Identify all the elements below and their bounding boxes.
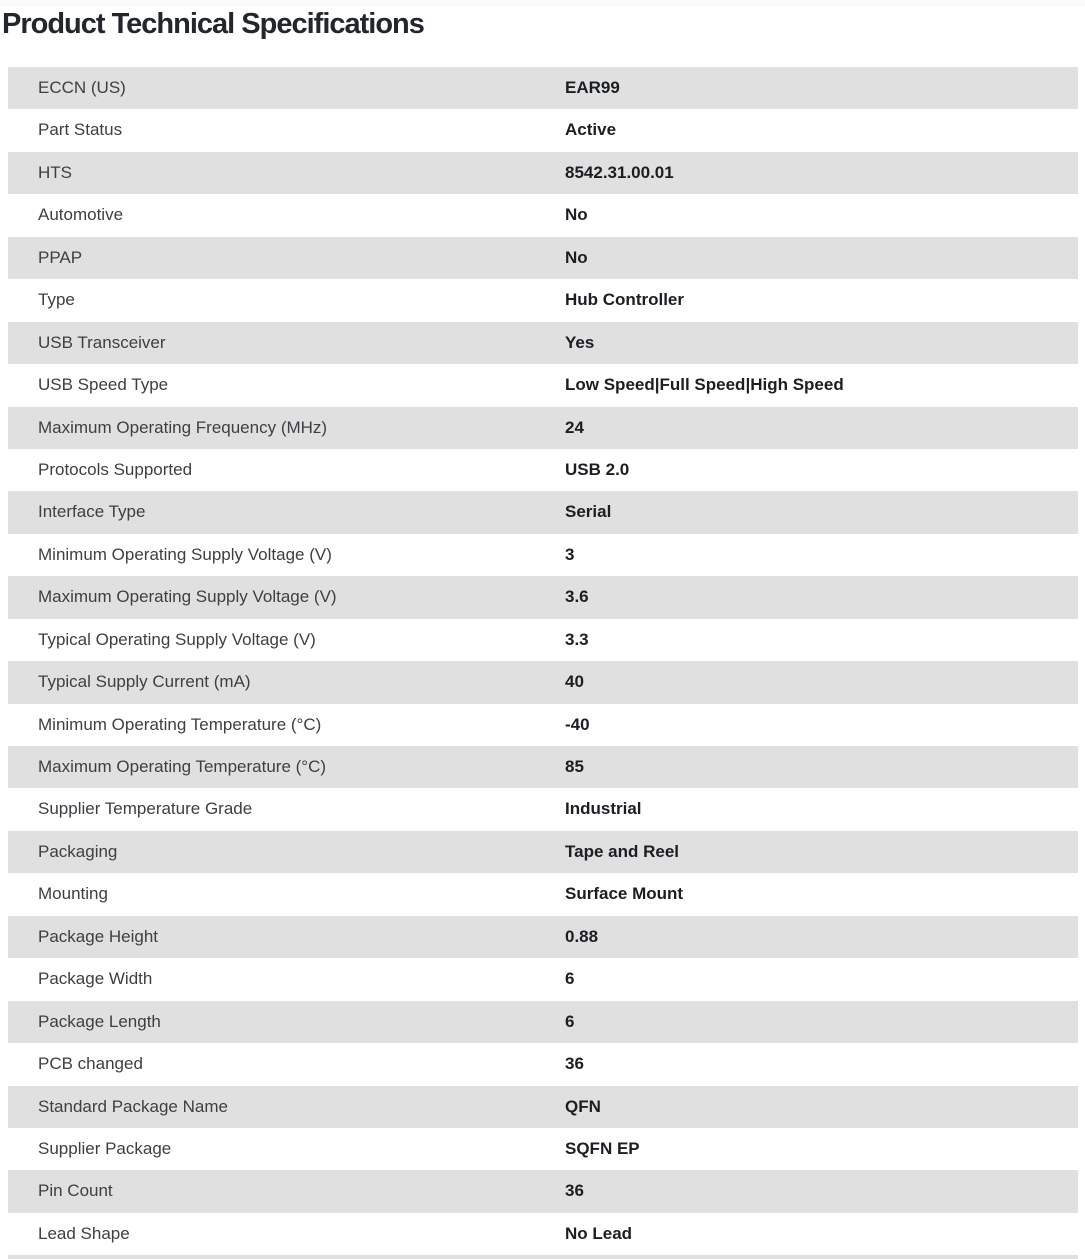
spec-value: No [565,205,588,225]
spec-row [8,788,1078,830]
spec-label: Mounting [38,884,108,904]
spec-label: Packaging [38,841,118,861]
spec-value: Active [565,120,617,140]
spec-row [8,1043,1078,1085]
spec-value: 36 [565,1181,584,1201]
partial-next-row [8,1255,1078,1259]
spec-label: Minimum Operating Supply Voltage (V) [38,544,332,564]
spec-value: No [565,247,588,267]
spec-value: 0.88 [565,926,599,946]
spec-label: Protocols Supported [38,459,193,479]
spec-value: 3.3 [565,629,589,649]
spec-row [8,279,1078,321]
spec-row [8,873,1078,915]
spec-value: Tape and Reel [565,841,679,861]
spec-row [8,831,1078,873]
spec-row [8,407,1078,449]
spec-label: Type [38,290,75,310]
spec-value: EAR99 [565,78,620,98]
spec-row [8,67,1078,109]
spec-table [8,67,1078,1259]
spec-row [8,1170,1078,1212]
spec-label: Automotive [38,205,124,225]
spec-label: ECCN (US) [38,78,126,98]
spec-row [8,109,1078,151]
spec-value: 6 [565,969,575,989]
spec-row [8,916,1078,958]
spec-label: Maximum Operating Supply Voltage (V) [38,587,337,607]
spec-label: Interface Type [38,502,146,522]
spec-row [8,619,1078,661]
spec-row [8,1086,1078,1128]
spec-value: 3.6 [565,587,589,607]
spec-label: Package Width [38,969,153,989]
spec-value: Low Speed|Full Speed|High Speed [565,375,844,395]
spec-label: Typical Supply Current (mA) [38,672,251,692]
spec-value: 85 [565,757,584,777]
spec-label: Maximum Operating Frequency (MHz) [38,417,328,437]
spec-value: 6 [565,1011,575,1031]
spec-label: Maximum Operating Temperature (°C) [38,757,327,777]
spec-row [8,746,1078,788]
spec-value: No Lead [565,1223,633,1243]
spec-label: USB Speed Type [38,375,169,395]
spec-label: Supplier Temperature Grade [38,799,253,819]
spec-label: Minimum Operating Temperature (°C) [38,714,322,734]
spec-label: Standard Package Name [38,1096,228,1116]
spec-label: HTS [38,162,72,182]
spec-label: PCB changed [38,1054,143,1074]
spec-value: 3 [565,544,575,564]
spec-label: Package Height [38,926,159,946]
spec-label: Pin Count [38,1181,113,1201]
spec-value: USB 2.0 [565,459,630,479]
spec-row [8,322,1078,364]
page-title: Product Technical Specifications [2,8,424,40]
spec-value: 24 [565,417,584,437]
spec-value: Industrial [565,799,642,819]
spec-value: 8542.31.00.01 [565,162,674,182]
spec-value: Serial [565,502,612,522]
spec-row [8,1213,1078,1255]
spec-label: Package Length [38,1011,161,1031]
spec-row [8,704,1078,746]
spec-value: SQFN EP [565,1138,640,1158]
spec-label: PPAP [38,247,83,267]
spec-row [8,152,1078,194]
spec-label: Supplier Package [38,1138,172,1158]
spec-row [8,449,1078,491]
spec-row [8,491,1078,533]
spec-row [8,1001,1078,1043]
spec-label: Typical Operating Supply Voltage (V) [38,629,316,649]
spec-row [8,661,1078,703]
spec-row [8,364,1078,406]
spec-row [8,958,1078,1000]
spec-row [8,194,1078,236]
spec-label: Lead Shape [38,1223,130,1243]
spec-value: 36 [565,1054,584,1074]
spec-row [8,534,1078,576]
top-band [0,0,1085,7]
spec-value: Hub Controller [565,290,684,310]
spec-value: Yes [565,332,595,352]
spec-label: USB Transceiver [38,332,166,352]
spec-row [8,1128,1078,1170]
spec-value: -40 [565,714,590,734]
spec-value: 40 [565,672,584,692]
spec-row [8,576,1078,618]
spec-label: Part Status [38,120,123,140]
spec-value: Surface Mount [565,884,684,904]
spec-row [8,237,1078,279]
spec-value: QFN [565,1096,601,1116]
